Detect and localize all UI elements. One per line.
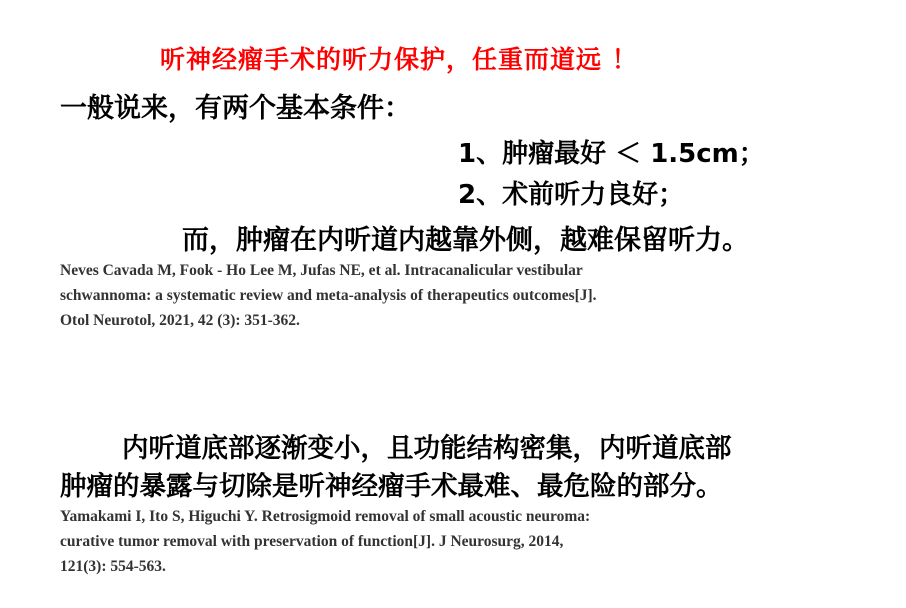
condition-item: 1、肿瘤最好 ＜ 1.5cm； — [458, 139, 765, 169]
reference-1-line: Neves Cavada M, Fook - Ho Lee M, Jufas NE, et al. Intracanalicular vestibular — [60, 262, 583, 279]
reference-2-line: Yamakami I, Ito S, Higuchi Y. Retrosigmoid removal of small acoustic neuroma: — [60, 508, 591, 525]
intro-text: 一般说来，有两个基本条件： — [60, 93, 411, 124]
reference-1-line: schwannoma: a systematic review and meta-analysis of therapeutics outcomes[J]. — [60, 287, 597, 304]
reference-2-line: curative tumor removal with preservation of function[J]. J Neurosurg, 2014, — [60, 533, 564, 550]
paragraph-line: 肿瘤的暴露与切除是听神经瘤手术最难、最危险的部分。 — [60, 471, 723, 502]
reference-1-line: Otol Neurotol, 2021, 42 (3): 351-362. — [60, 312, 300, 329]
reference-2-line: 121(3): 554-563. — [60, 558, 166, 575]
condition-item: 2、术前听力良好； — [458, 180, 685, 210]
slide-title: 听神经瘤手术的听力保护，任重而道远 ！ — [160, 45, 638, 74]
conclusion-text: 而，肿瘤在内听道内越靠外侧，越难保留听力。 — [182, 225, 749, 256]
paragraph-line: 内听道底部逐渐变小，且功能结构密集，内听道底部 — [122, 433, 732, 464]
